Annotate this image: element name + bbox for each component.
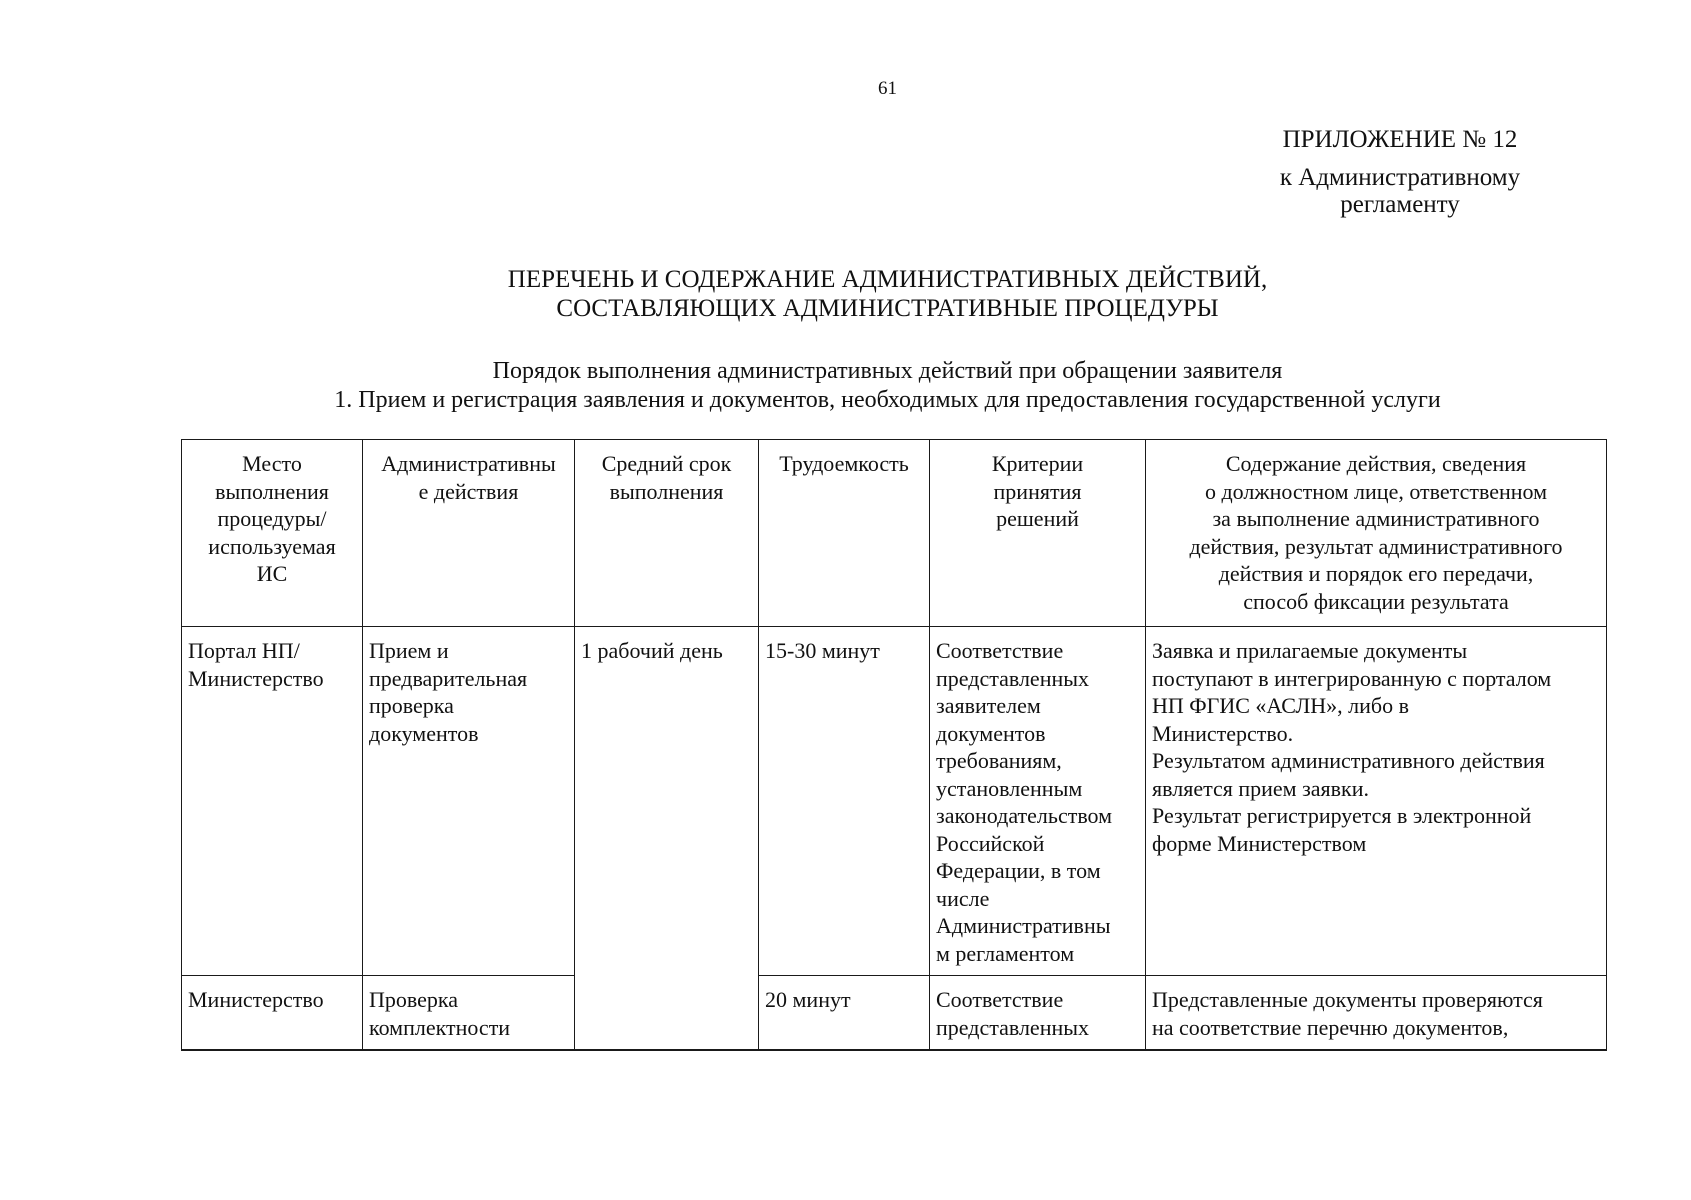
cell-text-line: решений bbox=[996, 506, 1079, 531]
cell-text-line: о должностном лице, ответственном bbox=[1204, 478, 1548, 504]
header-criteria bbox=[930, 440, 1146, 627]
cell-text-line: 1 рабочий день bbox=[581, 638, 723, 663]
cell-text-line: документов bbox=[936, 720, 1046, 746]
cell-text-line: Результатом административного действия bbox=[1152, 748, 1545, 773]
cell-content bbox=[1146, 976, 1607, 1051]
header-labor bbox=[759, 440, 930, 627]
cell-criteria bbox=[930, 976, 1146, 1051]
cell-text-line: Проверка bbox=[369, 987, 459, 1012]
cell-text-line: Портал НП/ bbox=[188, 638, 300, 663]
cell-text-line: Министерство. bbox=[1152, 720, 1294, 746]
cell-term bbox=[575, 627, 759, 1051]
cell-action bbox=[363, 627, 575, 976]
cell-text-line: способ фиксации результата bbox=[1243, 588, 1509, 614]
cell-text-line: принятия bbox=[993, 478, 1082, 504]
cell-text-line: Средний срок bbox=[601, 451, 732, 476]
cell-text-line: действия и порядок его передачи, bbox=[1218, 561, 1534, 586]
cell-text-line: числе bbox=[936, 885, 990, 911]
cell-text-line: за выполнение административного bbox=[1212, 506, 1540, 531]
cell-text-line: является прием заявки. bbox=[1152, 775, 1370, 801]
cell-text-line: на соответствие перечню документов, bbox=[1152, 1014, 1509, 1040]
cell-text-line: поступают в интегрированную с порталом bbox=[1152, 665, 1552, 691]
cell-text-line: Соответствие bbox=[936, 638, 1064, 663]
cell-text-line: заявителем bbox=[936, 693, 1041, 718]
intro-line: Порядок выполнения административных действий при обращении заявителя bbox=[492, 358, 1283, 384]
heading-line: СОСТАВЛЯЮЩИХ АДМИНИСТРАТИВНЫЕ ПРОЦЕДУРЫ bbox=[556, 295, 1219, 322]
cell-text-line: предварительная bbox=[369, 665, 528, 691]
cell-text-line: форме Министерством bbox=[1152, 830, 1367, 856]
cell-text-line: законодательством bbox=[936, 803, 1113, 828]
cell-text-line: выполнения bbox=[609, 478, 724, 504]
section-intro bbox=[0, 357, 1691, 415]
procedure-table bbox=[181, 439, 1607, 1051]
cell-content bbox=[1146, 627, 1607, 976]
cell-text-line: Российской bbox=[936, 830, 1045, 856]
cell-labor bbox=[759, 627, 930, 976]
cell-text-line: Место bbox=[242, 451, 302, 476]
cell-action bbox=[363, 976, 575, 1051]
cell-text-line: требованиям, bbox=[936, 748, 1062, 773]
cell-text-line: 15-30 минут bbox=[765, 638, 880, 663]
cell-text-line: Заявка и прилагаемые документы bbox=[1152, 638, 1468, 663]
page-number: 61 bbox=[878, 78, 897, 99]
appendix-block bbox=[1230, 126, 1570, 218]
cell-text-line: е действия bbox=[418, 478, 519, 504]
cell-text-line: Результат регистрируется в электронной bbox=[1152, 803, 1532, 828]
cell-text-line: Прием и bbox=[369, 638, 449, 663]
cell-text-line: НП ФГИС «АСЛН», либо в bbox=[1152, 693, 1409, 718]
cell-place bbox=[182, 627, 363, 976]
cell-text-line: Министерство bbox=[188, 665, 324, 691]
table-row bbox=[182, 976, 1607, 1051]
cell-text-line: Трудоемкость bbox=[779, 451, 909, 476]
appendix-subtitle-line: регламенту bbox=[1340, 191, 1460, 218]
header-place bbox=[182, 440, 363, 627]
cell-text-line: действия, результат административного bbox=[1189, 533, 1563, 559]
cell-text-line: 20 минут bbox=[765, 987, 851, 1012]
appendix-title: ПРИЛОЖЕНИЕ № 12 bbox=[1282, 126, 1518, 153]
cell-labor bbox=[759, 976, 930, 1051]
header-term bbox=[575, 440, 759, 627]
table-header-row bbox=[182, 440, 1607, 627]
cell-text-line: Федерации, в том bbox=[936, 858, 1101, 883]
cell-text-line: Министерство bbox=[188, 987, 324, 1012]
cell-text-line: представленных bbox=[936, 1014, 1090, 1040]
cell-text-line: Содержание действия, сведения bbox=[1225, 451, 1527, 476]
appendix-subtitle-line: к Административному bbox=[1279, 164, 1521, 191]
cell-text-line: Соответствие bbox=[936, 987, 1064, 1012]
intro-line: 1. Прием и регистрация заявления и документов, необходимых для предоставления государственной услуги bbox=[334, 387, 1441, 413]
cell-text-line: выполнения bbox=[215, 478, 329, 504]
heading-line: ПЕРЕЧЕНЬ И СОДЕРЖАНИЕ АДМИНИСТРАТИВНЫХ ДЕЙСТВИЙ, bbox=[507, 266, 1268, 293]
cell-text-line: документов bbox=[369, 720, 479, 746]
cell-text-line: установленным bbox=[936, 775, 1083, 801]
cell-text-line: проверка bbox=[369, 693, 454, 718]
cell-text-line: представленных bbox=[936, 665, 1090, 691]
cell-text-line: Административны bbox=[936, 913, 1111, 938]
cell-text-line: комплектности bbox=[369, 1014, 511, 1040]
document-heading bbox=[0, 265, 1691, 323]
header-action bbox=[363, 440, 575, 627]
cell-criteria bbox=[930, 627, 1146, 976]
cell-text-line: процедуры/ bbox=[217, 506, 327, 531]
table-row bbox=[182, 627, 1607, 976]
cell-text-line: Представленные документы проверяются bbox=[1152, 987, 1543, 1012]
cell-text-line: используемая bbox=[208, 533, 336, 559]
cell-text-line: ИС bbox=[256, 561, 288, 586]
header-content bbox=[1146, 440, 1607, 627]
cell-text-line: Критерии bbox=[991, 451, 1084, 476]
cell-text-line: Административны bbox=[381, 451, 556, 476]
cell-place bbox=[182, 976, 363, 1051]
cell-text-line: м регламентом bbox=[936, 940, 1075, 966]
